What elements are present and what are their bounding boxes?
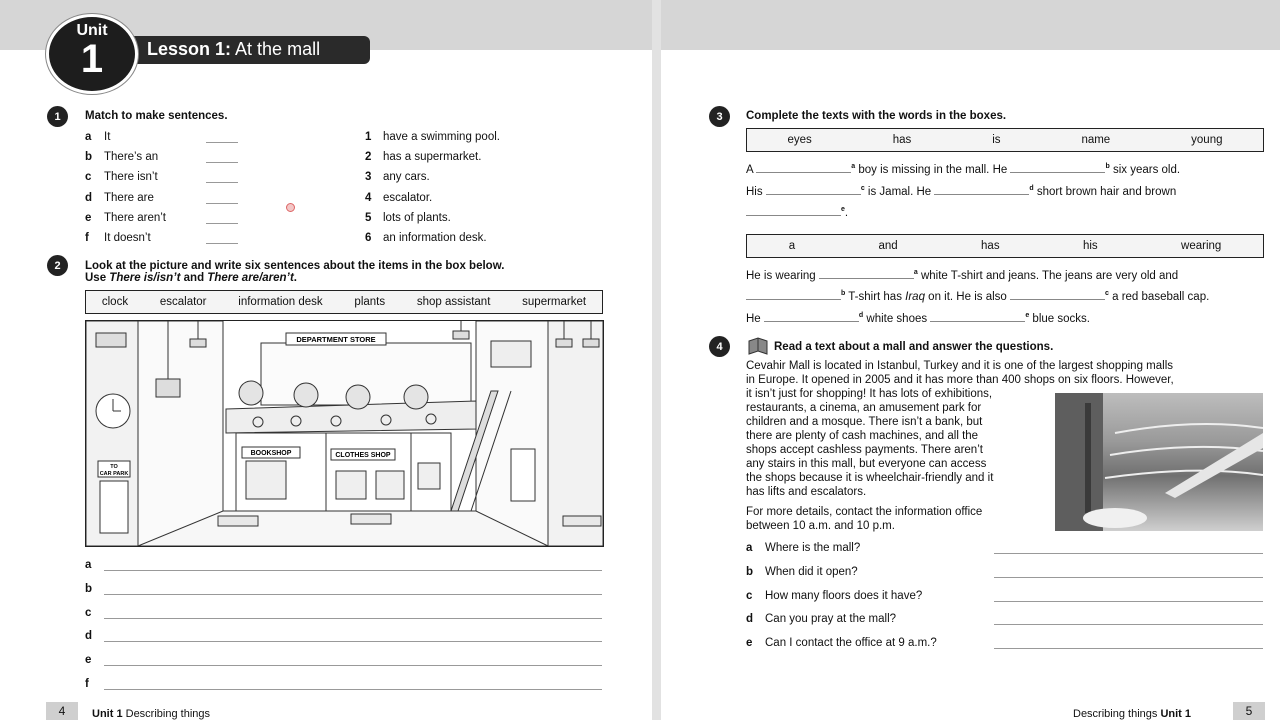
- question-text: How many floors does it have?: [765, 589, 923, 602]
- superscript: b: [1105, 163, 1110, 170]
- text2-line1: [746, 269, 1178, 282]
- lesson-title-rest: At the mall: [231, 39, 321, 59]
- question-letter: a: [746, 542, 753, 554]
- exercise-3-word-box-2: [746, 234, 1264, 258]
- exercise-4-instruction: Read a text about a mall and answer the questions.: [774, 341, 1054, 353]
- word-box-item: information desk: [238, 296, 323, 308]
- blank-b[interactable]: [1010, 172, 1105, 173]
- question-letter: c: [746, 589, 753, 602]
- word-box-item: plants: [354, 296, 386, 308]
- match-letter: a: [85, 131, 92, 143]
- exercise-2-instruction-line1: Look at the picture and write six sentences about the items in the box below.: [85, 260, 505, 272]
- word-box-item: young: [1191, 134, 1223, 146]
- exercise-2-number: 2: [47, 255, 68, 276]
- footer-unit: Unit 1: [92, 708, 123, 720]
- clothes-shop-sign: CLOTHES SHOP: [335, 452, 391, 459]
- footer-right: [1073, 708, 1191, 720]
- reading-line: any stairs in this mall, but everyone can access: [746, 458, 987, 470]
- right-page: [661, 0, 1280, 720]
- question-text: When did it open?: [765, 565, 858, 578]
- car-park-sign: CAR PARK: [99, 471, 129, 477]
- question-text: Can you pray at the mall?: [765, 613, 897, 626]
- exercise-3-number: 3: [709, 106, 730, 127]
- text1-line2: [746, 185, 1176, 198]
- instr-part: and: [180, 272, 208, 284]
- footer-unit: Unit 1: [1160, 708, 1191, 720]
- superscript: a: [913, 269, 918, 276]
- exercise-3-word-box-1: [746, 128, 1264, 152]
- question-answer-line[interactable]: [994, 601, 1263, 602]
- match-answer-blank[interactable]: [206, 243, 238, 244]
- question-answer-line[interactable]: [994, 553, 1263, 554]
- car-park-sign-to: TO: [110, 464, 118, 470]
- word-box-item: name: [1081, 134, 1111, 146]
- superscript: d: [1029, 185, 1034, 192]
- word-box-item: wearing: [1181, 240, 1222, 252]
- question-text: Where is the mall?: [765, 542, 861, 554]
- text: blue socks.: [1029, 312, 1090, 325]
- word-box-item: his: [1082, 240, 1098, 252]
- exercise-3-instruction: Complete the texts with the words in the boxes.: [746, 110, 1007, 122]
- exercise-4-number: 4: [709, 336, 730, 357]
- answer-letter: b: [85, 582, 93, 595]
- match-left-text: There’s an: [104, 151, 159, 164]
- instr-part: .: [293, 272, 297, 284]
- reading-line: restaurants, a cinema, an amusement park for: [746, 402, 982, 414]
- reading-line: has lifts and escalators.: [746, 486, 867, 498]
- instr-part: Use: [85, 272, 110, 284]
- text: short brown hair and brown: [1033, 185, 1177, 198]
- blank-c[interactable]: [766, 194, 861, 195]
- reading-line: between 10 a.m. and 10 p.m.: [746, 520, 895, 532]
- match-letter: c: [85, 171, 92, 184]
- answer-line[interactable]: [104, 570, 602, 571]
- instr-part-italic: There is/isn’t: [109, 272, 181, 284]
- text: six years old.: [1109, 163, 1181, 176]
- lesson-title-bold: Lesson 1:: [147, 39, 232, 59]
- text: white T-shirt and jeans. The jeans are very old and: [917, 269, 1179, 282]
- match-number: 1: [365, 131, 372, 143]
- word-box-item: supermarket: [522, 296, 587, 308]
- superscript: e: [1025, 312, 1030, 319]
- word-box-item: has: [981, 240, 1000, 252]
- answer-line[interactable]: [104, 594, 602, 595]
- word-box-item: is: [992, 134, 1001, 146]
- mall-illustration: [85, 320, 604, 547]
- text: He is wearing: [746, 269, 816, 282]
- match-left-text: It doesn’t: [104, 232, 151, 244]
- cursor-dot: [286, 203, 295, 212]
- text2-line2: [746, 290, 1209, 303]
- reading-line: there are plenty of cash machines, and all the: [746, 430, 979, 442]
- exercise-1-instruction: Match to make sentences.: [85, 110, 228, 122]
- match-left-text: There are: [104, 191, 154, 204]
- match-number: 2: [365, 151, 372, 164]
- superscript: c: [860, 185, 865, 192]
- footer-topic: Describing things: [1073, 708, 1161, 720]
- text: His: [746, 185, 763, 198]
- reading-line: it isn’t just for shopping! It has lots of exhibitions,: [746, 388, 993, 400]
- exercise-1-number: 1: [47, 106, 68, 127]
- text-italic: Iraq: [905, 290, 925, 303]
- text: is Jamal. He: [864, 185, 932, 198]
- footer-left: [92, 708, 210, 720]
- unit-badge: [46, 14, 138, 94]
- reading-line: in Europe. It opened in 2005 and it has more than 400 shops on six floors. However,: [746, 374, 1174, 386]
- word-box-item: and: [878, 240, 898, 252]
- word-box-item: shop assistant: [416, 296, 491, 308]
- superscript: c: [1105, 290, 1109, 297]
- match-left-text: There aren’t: [104, 211, 167, 224]
- match-number: 3: [365, 171, 372, 184]
- reading-line: Cevahir Mall is located in Istanbul, Turkey and it is one of the largest shopping malls: [746, 360, 1173, 372]
- match-letter: f: [85, 232, 89, 244]
- question-answer-line[interactable]: [994, 648, 1263, 649]
- answer-letter: e: [85, 654, 92, 667]
- reading-line: the shops because it is wheelchair-friendly and it: [746, 472, 994, 484]
- match-left-text: There isn’t: [104, 171, 158, 184]
- word-box-item: a: [788, 240, 796, 252]
- question-letter: b: [746, 565, 754, 578]
- match-number: 6: [365, 232, 372, 244]
- blank-b[interactable]: [746, 299, 841, 300]
- blank-a[interactable]: [819, 278, 914, 279]
- superscript: b: [841, 290, 846, 297]
- blank-e[interactable]: [930, 321, 1025, 322]
- blank-d[interactable]: [764, 321, 859, 322]
- text1-line1: [746, 163, 1180, 176]
- answer-letter: f: [85, 678, 89, 690]
- instr-part-italic: There are/aren’t: [207, 272, 294, 284]
- word-box-item: clock: [101, 296, 129, 308]
- blank-d[interactable]: [934, 194, 1029, 195]
- answer-line[interactable]: [104, 641, 602, 642]
- match-letter: e: [85, 211, 92, 224]
- page-number-left: 4: [46, 702, 78, 720]
- match-answer-blank[interactable]: [206, 182, 238, 183]
- question-text: Can I contact the office at 9 a.m.?: [765, 637, 937, 650]
- match-answer-blank[interactable]: [206, 223, 238, 224]
- reading-book-icon: [747, 336, 769, 356]
- match-letter: b: [85, 151, 93, 164]
- match-number: 4: [365, 191, 372, 204]
- answer-line[interactable]: [104, 665, 602, 666]
- text: on it. He is also: [924, 290, 1007, 303]
- match-answer-blank[interactable]: [206, 203, 238, 204]
- footer-topic: Describing things: [122, 708, 210, 720]
- lesson-title: [147, 39, 320, 60]
- page-number-right: 5: [1233, 702, 1265, 720]
- answer-line[interactable]: [104, 618, 602, 619]
- question-answer-line[interactable]: [994, 624, 1263, 625]
- text2-line3: [746, 312, 1090, 325]
- match-left-text: It: [104, 131, 111, 143]
- blank-e[interactable]: [746, 215, 841, 216]
- unit-word: Unit: [76, 22, 108, 39]
- exercise-2-instruction-line2: [85, 272, 297, 284]
- match-answer-blank[interactable]: [206, 142, 238, 143]
- match-right-text: has a supermarket.: [383, 151, 482, 164]
- text: A: [746, 163, 754, 176]
- text: boy is missing in the mall. He: [855, 163, 1008, 176]
- text: He: [746, 312, 761, 325]
- match-right-text: an information desk.: [383, 232, 487, 244]
- reading-line: For more details, contact the information office: [746, 506, 983, 518]
- department-store-sign: DEPARTMENT STORE: [296, 335, 376, 344]
- mall-photo: [1055, 393, 1263, 531]
- question-letter: d: [746, 613, 754, 626]
- answer-letter: d: [85, 630, 93, 643]
- match-number: 5: [365, 211, 372, 224]
- blank-c[interactable]: [1010, 299, 1105, 300]
- question-answer-line[interactable]: [994, 577, 1263, 578]
- answer-letter: c: [85, 606, 92, 619]
- match-right-text: escalator.: [383, 191, 433, 204]
- question-letter: e: [746, 637, 753, 650]
- blank-a[interactable]: [756, 172, 851, 173]
- superscript: e: [841, 206, 845, 213]
- bookshop-sign: BOOKSHOP: [250, 450, 292, 457]
- mall-drawing: [86, 321, 603, 546]
- match-right-text: lots of plants.: [383, 211, 451, 224]
- reading-line: shops accept cashless payments. There aren’t: [746, 444, 983, 456]
- text: a red baseball cap.: [1108, 290, 1210, 303]
- reading-line: children and a mosque. There isn’t a bank, but: [746, 416, 983, 428]
- match-letter: d: [85, 191, 93, 204]
- exercise-2-word-box: [85, 290, 603, 314]
- superscript: a: [851, 163, 856, 170]
- text: white shoes: [863, 312, 928, 325]
- superscript: d: [858, 312, 864, 319]
- answer-letter: a: [85, 559, 92, 571]
- match-right-text: have a swimming pool.: [383, 131, 500, 143]
- text: .: [844, 206, 849, 219]
- page-gutter: [652, 0, 661, 720]
- match-answer-blank[interactable]: [206, 162, 238, 163]
- match-right-text: any cars.: [383, 171, 430, 184]
- word-box-item: eyes: [787, 134, 812, 146]
- word-box-item: has: [892, 134, 912, 146]
- word-box-item: escalator: [159, 296, 207, 308]
- unit-number: 1: [80, 37, 104, 81]
- header-band-right: [661, 0, 1280, 50]
- text1-line3: [746, 206, 848, 219]
- text: T-shirt has: [845, 290, 906, 303]
- answer-line[interactable]: [104, 689, 602, 690]
